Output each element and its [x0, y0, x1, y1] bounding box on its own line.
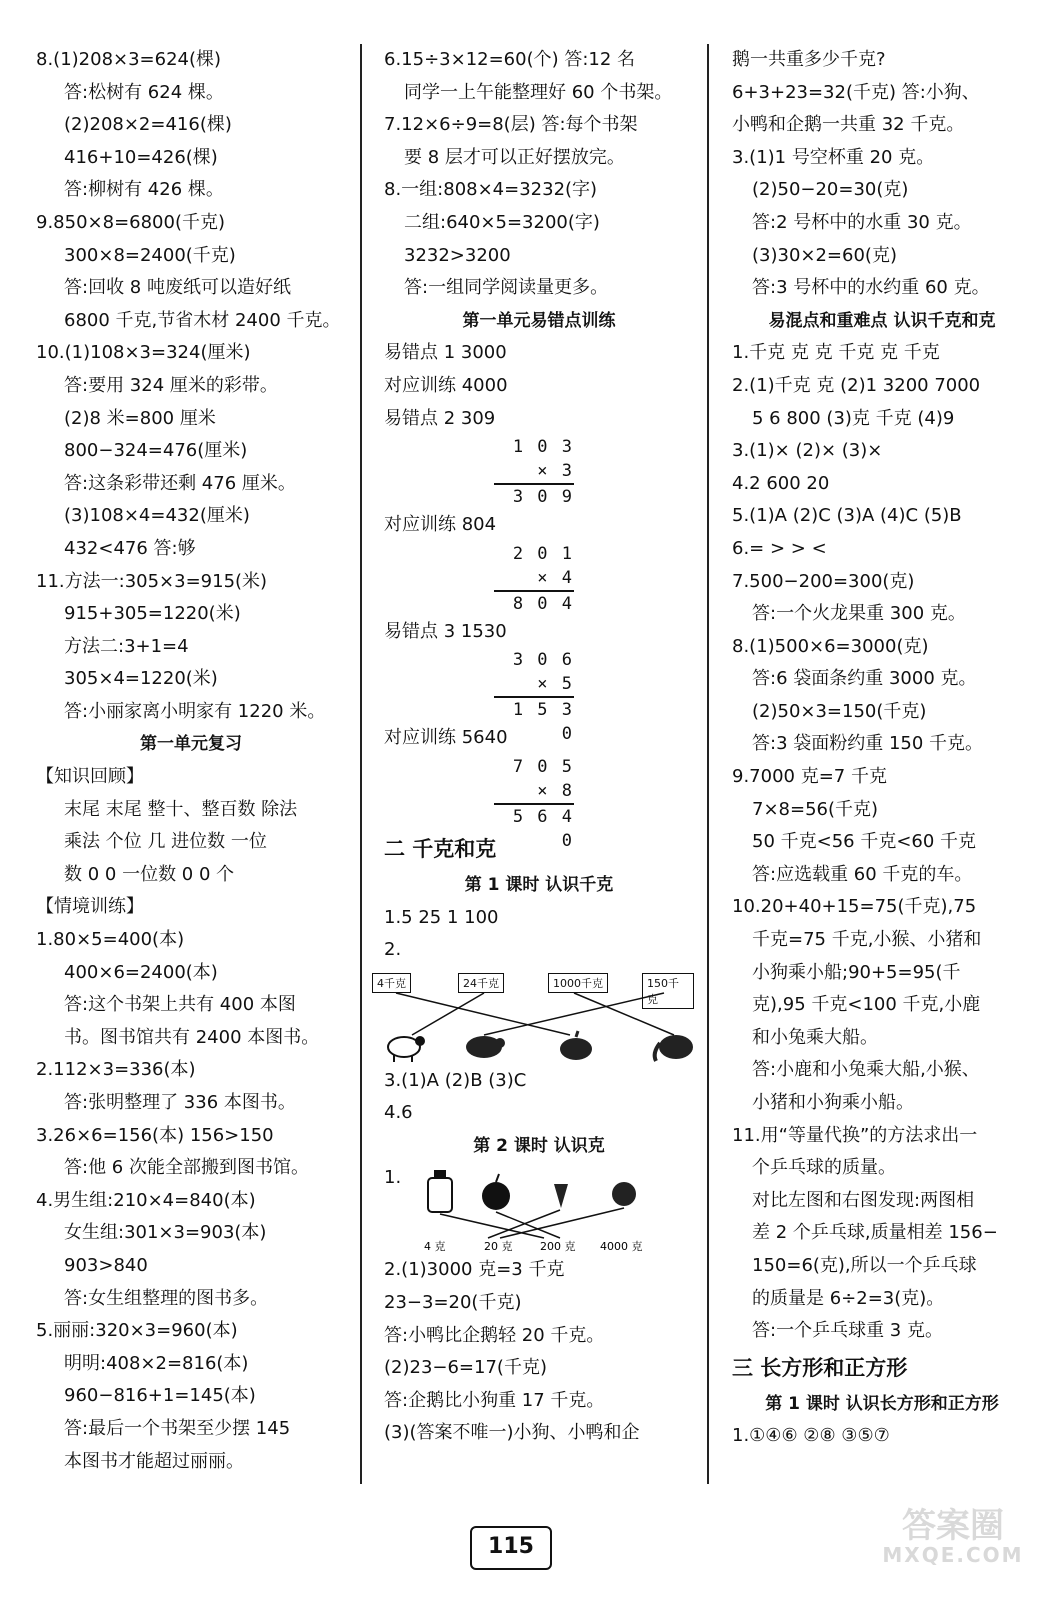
- answer-line: 答:柳树有 426 棵。: [64, 179, 224, 201]
- answer-line: (2)208×2=416(棵): [64, 114, 232, 136]
- error-3-line: 易错点 3 1530: [384, 620, 507, 642]
- answer-line: 10.20+40+15=75(千克),75: [732, 896, 977, 918]
- answer-line: 克),95 千克<100 千克,小鹿: [752, 994, 981, 1016]
- answer-line: 答:一组同学阅读量更多。: [404, 277, 609, 299]
- answer-line: (3)30×2=60(克): [752, 244, 897, 266]
- answer-line: 903>840: [64, 1254, 148, 1276]
- page-number: 115: [470, 1526, 552, 1570]
- answer-line: 答:3 号杯中的水约重 60 克。: [752, 277, 990, 299]
- mult-multiplier: × 5: [537, 674, 574, 695]
- vertical-multiplication-1: [494, 435, 574, 509]
- answer-line: 同学一上午能整理好 60 个书架。: [404, 81, 673, 103]
- answer-line: 答:回收 8 吨废纸可以造好纸: [64, 277, 291, 299]
- weight-box: 150千克: [642, 973, 694, 1009]
- mult-operand: 3 0 6: [512, 650, 574, 671]
- answer-line: 答:小鸭比企鹅轻 20 千克。: [384, 1324, 605, 1346]
- vertical-multiplication-3: [494, 648, 574, 745]
- answer-line: 要 8 层才可以正好摆放完。: [404, 146, 625, 168]
- answer-line: 答:最后一个书架至少摆 145: [64, 1417, 291, 1439]
- answer-column-2: [377, 44, 694, 1450]
- answer-line: 鹅一共重多少千克?: [732, 49, 886, 70]
- unit-2-title: 二 千克和克: [384, 836, 497, 861]
- answer-line: 3.(1)1 号空杯重 20 克。: [732, 146, 935, 168]
- lesson-1-q1: 1.5 25 1 100: [384, 906, 499, 928]
- answer-line: 小鸭和企鹅一共重 32 千克。: [732, 114, 965, 136]
- answer-line: 书。图书馆共有 2400 本图书。: [64, 1026, 320, 1048]
- answer-line: (2)50−20=30(克): [752, 179, 909, 201]
- mult-operand: 7 0 5: [512, 756, 574, 777]
- answer-line: 二组:640×5=3200(字): [404, 211, 600, 233]
- answer-line: 【情境训练】: [36, 896, 144, 918]
- unit-3-title: 三 长方形和正方形: [732, 1355, 908, 1380]
- answer-line: 6.= > > <: [732, 537, 827, 559]
- answer-line: 1.80×5=400(本): [36, 929, 185, 951]
- weight-label: 200 克: [540, 1240, 576, 1254]
- strawberry-icon: [554, 1184, 568, 1208]
- answer-line: 2.(1)3000 克=3 千克: [384, 1259, 565, 1281]
- answer-line: 答:一个火龙果重 300 克。: [752, 603, 966, 625]
- answer-line: 6800 千克,节省木材 2400 千克。: [64, 309, 341, 331]
- answer-line: 易混点和重难点 认识千克和克: [768, 310, 996, 331]
- answer-line: 150=6(克),所以一个乒乓球: [752, 1254, 977, 1276]
- mult-multiplier: × 4: [537, 567, 574, 588]
- mult-product: 8 0 4: [494, 590, 574, 616]
- answer-line: 答:这条彩带还剩 476 厘米。: [64, 472, 296, 494]
- answer-line: 960−816+1=145(本): [64, 1385, 256, 1407]
- weight-box: 4千克: [372, 973, 411, 993]
- mult-product: 1 5 3 0: [494, 696, 574, 722]
- answer-line: 答:一个乒乓球重 3 克。: [752, 1320, 943, 1342]
- watermelon-icon: [612, 1182, 636, 1206]
- answer-line: 50 千克<56 千克<60 千克: [752, 831, 977, 853]
- lesson-1-title: 第 1 课时 认识千克: [464, 874, 614, 895]
- column-divider-2: [707, 44, 709, 1484]
- answer-line: 3.26×6=156(本) 156>150: [36, 1124, 274, 1146]
- answer-line: 9.850×8=6800(千克): [36, 211, 225, 233]
- answer-line: 千克=75 千克,小猴、小猪和: [752, 929, 982, 951]
- answer-line: 答:小鹿和小兔乘大船,小猴、: [752, 1059, 980, 1081]
- answer-line: 10.(1)108×3=324(厘米): [36, 342, 251, 364]
- answer-line: 数 0 0 一位数 0 0 个: [64, 863, 235, 885]
- answer-line: 5 6 800 (3)克 千克 (4)9: [752, 407, 955, 429]
- answer-line: 答:这个书架上共有 400 本图: [64, 994, 296, 1016]
- mult-product: 3 0 9: [494, 483, 574, 509]
- answer-line: 7.500−200=300(克): [732, 570, 915, 592]
- answer-line: 本图书才能超过丽丽。: [64, 1450, 244, 1472]
- lesson-1-q2: 2.: [384, 939, 402, 961]
- answer-line: 300×8=2400(千克): [64, 244, 236, 266]
- column-2-bottom-lines: [384, 1254, 694, 1450]
- answer-line: 5.(1)A (2)C (3)A (4)C (5)B: [732, 505, 962, 527]
- answer-line: 800−324=476(厘米): [64, 440, 248, 462]
- answer-line: 432<476 答:够: [64, 537, 196, 559]
- answer-line: 1.千克 克 克 千克 克 千克: [732, 342, 940, 364]
- answer-line: 9.7000 克=7 千克: [732, 766, 887, 788]
- mult-operand: 1 0 3: [512, 437, 574, 458]
- pig-icon: [466, 1036, 505, 1058]
- train-5640-line: 对应训练 5640: [384, 727, 508, 749]
- matching-lines-2: [384, 1162, 704, 1254]
- vertical-multiplication-4: [494, 755, 574, 851]
- column-divider-1: [360, 44, 362, 1484]
- apple-icon: [482, 1174, 510, 1210]
- lesson-1-q4: 4.6: [384, 1102, 413, 1124]
- answer-line: (2)8 米=800 厘米: [64, 407, 216, 429]
- mult-multiplier: × 3: [537, 461, 574, 482]
- answer-line: 8.(1)500×6=3000(克): [732, 635, 929, 657]
- answer-line: 915+305=1220(米): [64, 603, 241, 625]
- elephant-icon: [655, 1035, 693, 1061]
- answer-line: 答:松树有 624 棵。: [64, 81, 224, 103]
- watermark-bottom: MXQE.COM: [882, 1543, 1024, 1567]
- answer-line: 乘法 个位 几 进位数 一位: [64, 831, 267, 853]
- answer-line: 答:张明整理了 336 本图书。: [64, 1092, 296, 1113]
- answer-line: 305×4=1220(米): [64, 668, 218, 690]
- answer-line: 答:女生组整理的图书多。: [64, 1287, 269, 1309]
- answer-line: 4.男生组:210×4=840(本): [36, 1189, 256, 1211]
- answer-line: 第一单元复习: [140, 734, 242, 755]
- answer-line: 第一单元易错点训练: [462, 310, 616, 331]
- weight-label: 20 克: [484, 1240, 513, 1254]
- answer-line: 差 2 个乒乓球,质量相差 156−: [752, 1222, 998, 1244]
- answer-line: (2)23−6=17(千克): [384, 1357, 547, 1379]
- answer-line: 3232>3200: [404, 244, 511, 266]
- answer-line: 2.(1)千克 克 (2)1 3200 7000: [732, 374, 981, 396]
- answer-line: 11.用“等量代换”的方法求出一: [732, 1124, 978, 1146]
- answer-line: 答:小丽家离小明家有 1220 米。: [64, 700, 326, 722]
- answer-column-1: [36, 44, 346, 1478]
- unit-3-q1: 1.①④⑥ ②⑧ ③⑤⑦: [732, 1425, 890, 1447]
- answer-line: 明明:408×2=816(本): [64, 1352, 249, 1374]
- answer-line: 女生组:301×3=903(本): [64, 1222, 267, 1244]
- answer-line: 7×8=56(千克): [752, 798, 879, 820]
- answer-line: 11.方法一:305×3=915(米): [36, 570, 268, 592]
- watermark-top: 答案圈: [902, 1506, 1004, 1546]
- unit-3-lesson-1-title: 第 1 课时 认识长方形和正方形: [765, 1393, 999, 1414]
- answer-line: 对比左图和右图发现:两图相: [752, 1189, 975, 1211]
- answer-line: 易错点 1 3000: [384, 342, 507, 364]
- answer-line: 8.(1)208×3=624(棵): [36, 49, 222, 70]
- answer-line: 416+10=426(棵): [64, 146, 218, 168]
- answer-line: 的质量是 6÷2=3(克)。: [752, 1287, 945, 1309]
- answer-line: (2)50×3=150(千克): [752, 700, 927, 722]
- answer-line: 6+3+23=32(千克) 答:小狗、: [732, 81, 980, 103]
- column-3-lines: [732, 44, 1032, 1348]
- lesson-1-q3: 3.(1)A (2)B (3)C: [384, 1069, 527, 1091]
- lesson-2-q1: 1.: [384, 1167, 402, 1189]
- answer-line: 方法二:3+1=4: [64, 635, 189, 657]
- answer-line: (3)(答案不唯一)小狗、小鸭和企: [384, 1422, 640, 1444]
- weight-matching-figure-1: [377, 967, 694, 1065]
- salt-bottle-icon: [428, 1170, 452, 1212]
- answer-line: 答:要用 324 厘米的彩带。: [64, 374, 278, 396]
- answer-line: 易错点 2 309: [384, 407, 496, 429]
- answer-line: 答:6 袋面条约重 3000 克。: [752, 668, 977, 690]
- answer-line: 8.一组:808×4=3232(字): [384, 179, 598, 201]
- train-804-line: 对应训练 804: [384, 514, 497, 536]
- answer-column-3: [732, 44, 1032, 1453]
- answer-line: 【知识回顾】: [36, 766, 144, 788]
- answer-line: 答:2 号杯中的水重 30 克。: [752, 211, 972, 233]
- answer-line: 23−3=20(千克): [384, 1292, 522, 1314]
- watermark: [858, 1506, 1048, 1566]
- answer-line: 2.112×3=336(本): [36, 1059, 196, 1081]
- answer-line: 末尾 末尾 整十、整百数 除法: [64, 798, 298, 820]
- weight-label: 4 克: [424, 1240, 446, 1254]
- weight-box: 1000千克: [548, 973, 608, 993]
- weight-matching-figure-2: [384, 1162, 694, 1254]
- answer-line: 对应训练 4000: [384, 374, 508, 396]
- answer-line: 和小兔乘大船。: [752, 1026, 878, 1048]
- matching-lines: [384, 967, 704, 1065]
- answer-line: 答:3 袋面粉约重 150 千克。: [752, 733, 984, 755]
- answer-line: 5.丽丽:320×3=960(本): [36, 1320, 238, 1342]
- sheep-icon: [388, 1036, 425, 1062]
- answer-line: 答:他 6 次能全部搬到图书馆。: [64, 1157, 309, 1179]
- answer-line: (3)108×4=432(厘米): [64, 505, 250, 527]
- answer-line: 400×6=2400(本): [64, 961, 218, 983]
- answer-line: 6.15÷3×12=60(个) 答:12 名: [384, 49, 636, 70]
- answer-line: 7.12×6÷9=8(层) 答:每个书架: [384, 114, 638, 136]
- answer-line: 个乒乓球的质量。: [752, 1157, 896, 1179]
- answer-line: 答:应选载重 60 千克的车。: [752, 863, 973, 885]
- pumpkin-icon: [560, 1031, 592, 1060]
- weight-box: 24千克: [458, 973, 504, 993]
- answer-line: 答:企鹅比小狗重 17 千克。: [384, 1389, 605, 1411]
- vertical-multiplication-2: [494, 542, 574, 616]
- answer-line: 3.(1)× (2)× (3)×: [732, 440, 883, 462]
- answer-line: 4.2 600 20: [732, 472, 830, 494]
- answer-line: 小猪和小狗乘小船。: [752, 1092, 914, 1113]
- column-2-top-lines: [384, 44, 694, 435]
- mult-operand: 2 0 1: [512, 543, 574, 564]
- mult-multiplier: × 8: [537, 780, 574, 801]
- lesson-2-title: 第 2 课时 认识克: [473, 1135, 605, 1156]
- weight-label: 4000 克: [600, 1240, 643, 1254]
- mult-product: 5 6 4 0: [494, 803, 574, 829]
- answer-line: 小狗乘小船;90+5=95(千: [752, 961, 961, 983]
